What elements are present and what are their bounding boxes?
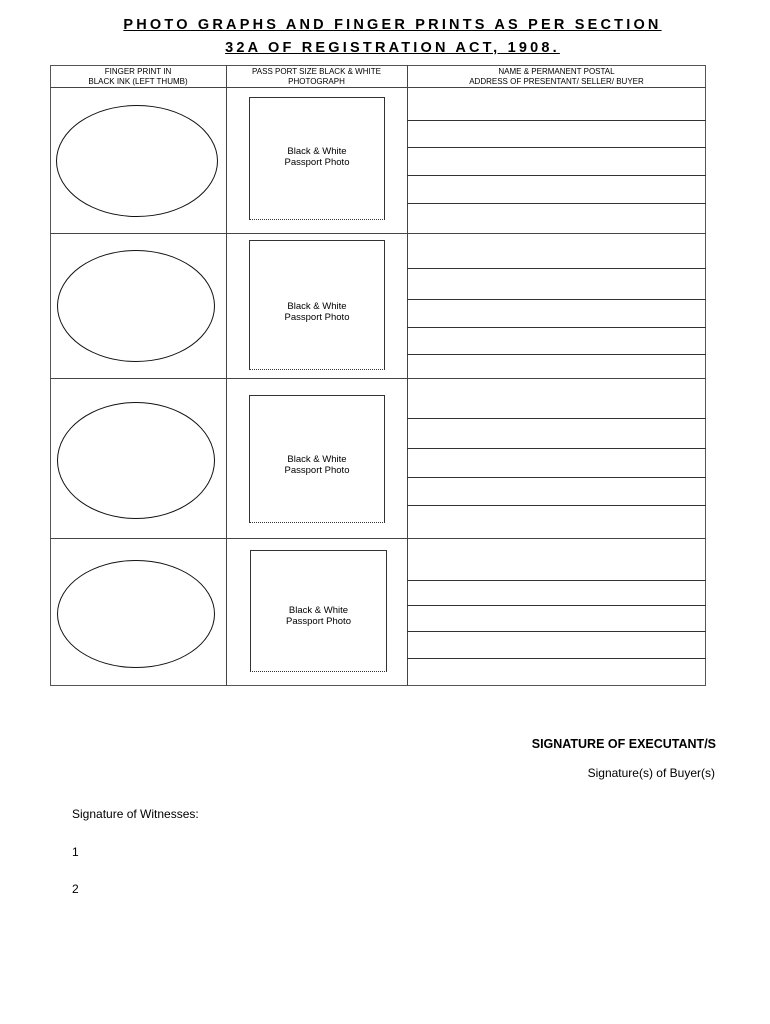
address-line[interactable] — [407, 268, 706, 269]
header-text: FINGER PRINT IN — [104, 67, 172, 76]
row-divider — [50, 378, 706, 379]
address-line[interactable] — [407, 418, 706, 419]
fingerprint-oval[interactable] — [57, 402, 215, 519]
header-photograph — [226, 67, 407, 86]
address-line[interactable] — [407, 477, 706, 478]
photo-label: Passport Photo — [284, 465, 350, 476]
photo-box[interactable] — [249, 97, 385, 220]
column-divider — [226, 65, 227, 686]
address-line[interactable] — [407, 448, 706, 449]
photo-box[interactable] — [249, 240, 385, 370]
photo-label: Black & White — [287, 146, 347, 157]
witness-1-label: 1 — [72, 845, 79, 859]
photo-label: Black & White — [288, 605, 349, 616]
photo-label: Black & White — [287, 454, 347, 465]
address-line[interactable] — [407, 580, 706, 581]
address-line[interactable] — [407, 120, 706, 121]
address-line[interactable] — [407, 203, 706, 204]
header-divider — [50, 87, 706, 88]
address-line[interactable] — [407, 658, 706, 659]
photo-label: Passport Photo — [284, 312, 350, 323]
address-line[interactable] — [407, 631, 706, 632]
address-line[interactable] — [407, 175, 706, 176]
title-line-2: 32A OF REGISTRATION ACT, 1908. — [225, 40, 560, 56]
address-line[interactable] — [407, 505, 706, 506]
address-line[interactable] — [407, 354, 706, 355]
photo-box[interactable] — [249, 395, 385, 523]
header-text: NAME & PERMANENT POSTAL — [498, 67, 615, 76]
fingerprint-oval[interactable] — [57, 560, 215, 668]
address-line[interactable] — [407, 605, 706, 606]
photo-label: Passport Photo — [284, 157, 350, 168]
header-text: PASS PORT SIZE BLACK & WHITE — [252, 67, 381, 76]
header-address — [407, 67, 706, 86]
title-line-1: PHOTO GRAPHS AND FINGER PRINTS AS PER SECTION — [123, 17, 662, 33]
photo-label: Black & White — [287, 301, 347, 312]
address-line[interactable] — [407, 147, 706, 148]
header-text: BLACK INK (LEFT THUMB) — [88, 76, 188, 86]
photo-box[interactable] — [250, 550, 387, 672]
signature-buyers-label: Signature(s) of Buyer(s) — [587, 766, 715, 780]
fingerprint-oval[interactable] — [56, 105, 218, 217]
header-text: PHOTOGRAPH — [288, 76, 345, 86]
witness-2-label: 2 — [72, 882, 79, 896]
row-divider — [50, 538, 706, 539]
row-divider — [50, 233, 706, 234]
header-text: ADDRESS OF PRESENTANT/ SELLER/ BUYER — [469, 76, 644, 86]
photo-label: Passport Photo — [286, 616, 351, 627]
fingerprint-oval[interactable] — [57, 250, 215, 362]
address-line[interactable] — [407, 327, 706, 328]
signature-witnesses-label: Signature of Witnesses: — [72, 807, 199, 821]
address-line[interactable] — [407, 299, 706, 300]
column-divider — [407, 65, 408, 686]
signature-executant-heading: SIGNATURE OF EXECUTANT/S — [531, 737, 716, 751]
header-fingerprint — [50, 67, 226, 86]
